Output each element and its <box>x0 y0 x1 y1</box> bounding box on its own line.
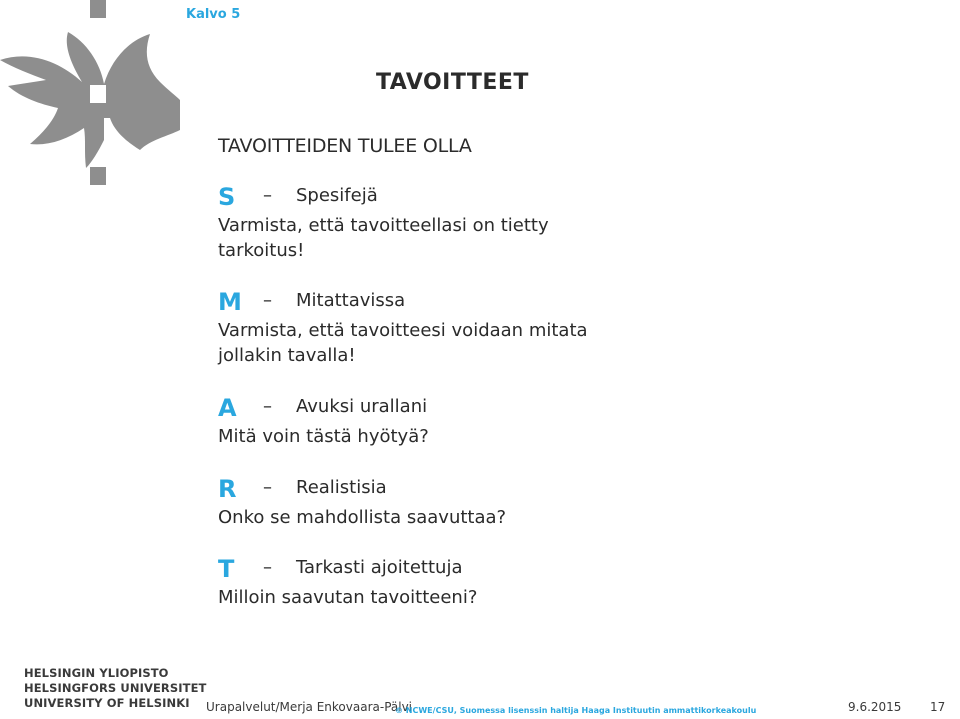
dash: – <box>263 396 272 417</box>
dash: – <box>263 477 272 498</box>
smart-letter: S <box>218 183 236 211</box>
smart-word: Spesifejä <box>296 185 378 206</box>
university-name-fi: HELSINGIN YLIOPISTO <box>24 666 169 680</box>
page-title: TAVOITTEET <box>376 70 529 95</box>
university-name <box>24 666 206 711</box>
smart-letter: A <box>218 394 237 422</box>
university-name-sv: HELSINGFORS UNIVERSITET <box>24 681 207 695</box>
footer-author: Urapalvelut/Merja Enkovaara-Pälvi <box>206 700 413 714</box>
smart-desc: Mitä voin tästä hyötyä? <box>218 426 429 447</box>
footer-copyright: © NCWE/CSU, Suomessa lisenssin haltija Haaga Instituutin ammattikorkeakoulu <box>395 706 757 715</box>
smart-word: Avuksi urallani <box>296 396 428 417</box>
smart-desc: Varmista, että tavoitteesi voidaan mitata jollakin tavalla! <box>218 320 588 366</box>
smart-letter: M <box>218 288 242 316</box>
dash: – <box>263 290 272 311</box>
page-number: 17 <box>930 700 946 714</box>
smart-item-a <box>218 394 778 449</box>
smart-letter: T <box>218 555 235 583</box>
smart-word: Mitattavissa <box>296 290 406 311</box>
university-name-en: UNIVERSITY OF HELSINKI <box>24 696 190 710</box>
subtitle: TAVOITTEIDEN TULEE OLLA <box>218 135 472 157</box>
smart-desc: Milloin saavutan tavoitteeni? <box>218 587 478 608</box>
smart-desc: Varmista, että tavoitteellasi on tietty tarkoitus! <box>218 215 549 261</box>
smart-desc: Onko se mahdollista saavuttaa? <box>218 507 507 528</box>
smart-item-r <box>218 475 778 530</box>
smart-item-s <box>218 183 778 263</box>
smart-word: Realistisia <box>296 477 387 498</box>
dash: – <box>263 557 272 578</box>
smart-item-m <box>218 288 778 368</box>
dash: – <box>263 185 272 206</box>
smart-letter: R <box>218 475 237 503</box>
university-flame-logo <box>0 0 180 190</box>
footer-date: 9.6.2015 <box>848 700 902 714</box>
smart-word: Tarkasti ajoitettuja <box>296 557 463 578</box>
slide-label: Kalvo 5 <box>186 7 241 22</box>
smart-item-t <box>218 555 778 610</box>
